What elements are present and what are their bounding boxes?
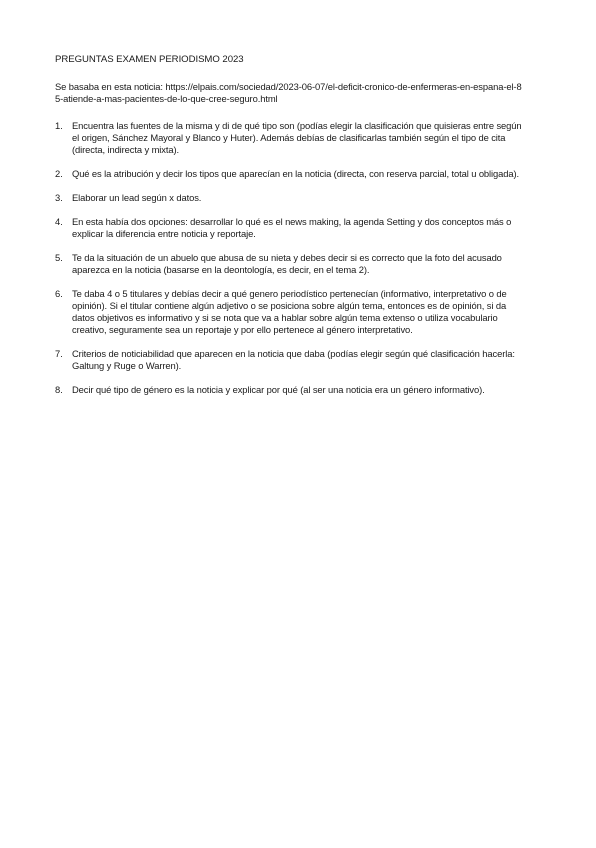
question-number: 3. [55,192,63,203]
question-text: Te daba 4 o 5 titulares y debías decir a qué genero periodístico pertenecían (informativo, interpretativo o de opinión). Si el titular contiene algún adjetivo o se posiciona sobre algún tema, entonces es de opinión, si da datos objetivos es informativo y si se nota que va a hablar sobre algún tema extenso o utiliza vocabulario creativo, seguramente sea un reportaje y por ello pertenece al género interpretativo. [72,288,507,335]
question-text: Elaborar un lead según x datos. [72,192,202,203]
question-text: Criterios de noticiabilidad que aparecen en la noticia que daba (podías elegir según qué clasificación hacerla: Galtung y Ruge o Warren). [72,348,515,371]
question-item [55,288,525,336]
question-number: 7. [55,348,63,359]
question-item [55,384,525,396]
question-number: 8. [55,384,63,395]
question-number: 4. [55,216,63,227]
question-text: En esta había dos opciones: desarrollar lo qué es el news making, la agenda Setting y dos conceptos más o explicar la diferencia entre noticia y reportaje. [72,216,512,239]
question-item [55,192,525,204]
question-item [55,216,525,240]
question-item [55,252,525,276]
question-number: 6. [55,288,63,299]
question-number: 1. [55,120,63,131]
questions-list [55,120,525,396]
question-item [55,168,525,180]
intro-paragraph: Se basaba en esta noticia: https://elpais.com/sociedad/2023-06-07/el-deficit-cronico-de-enfermeras-en-espana-el-85-atiende-a-mas-pacientes-de-lo-que-cree-seguro.html [55,81,522,104]
question-number: 2. [55,168,63,179]
question-text: Te da la situación de un abuelo que abusa de su nieta y debes decir si es correcto que la foto del acusado aparezca en la noticia (basarse en la deontología, es decir, en el tema 2). [72,252,502,275]
question-number: 5. [55,252,63,263]
question-text: Encuentra las fuentes de la misma y di de qué tipo son (podías elegir la clasificación que quisieras entre según el origen, Sánchez Mayoral y Blanco y Huter). Además debías de clasificarlas también según el tipo de cita (directa, indirecta y mixta). [72,120,522,155]
document-title: PREGUNTAS EXAMEN PERIODISMO 2023 [55,54,244,65]
question-item [55,120,525,156]
question-item [55,348,525,372]
document-content [55,54,525,408]
question-text: Decir qué tipo de género es la noticia y explicar por qué (al ser una noticia era un género informativo). [72,384,485,395]
question-text: Qué es la atribución y decir los tipos que aparecían en la noticia (directa, con reserva parcial, total u obligada). [72,168,519,179]
